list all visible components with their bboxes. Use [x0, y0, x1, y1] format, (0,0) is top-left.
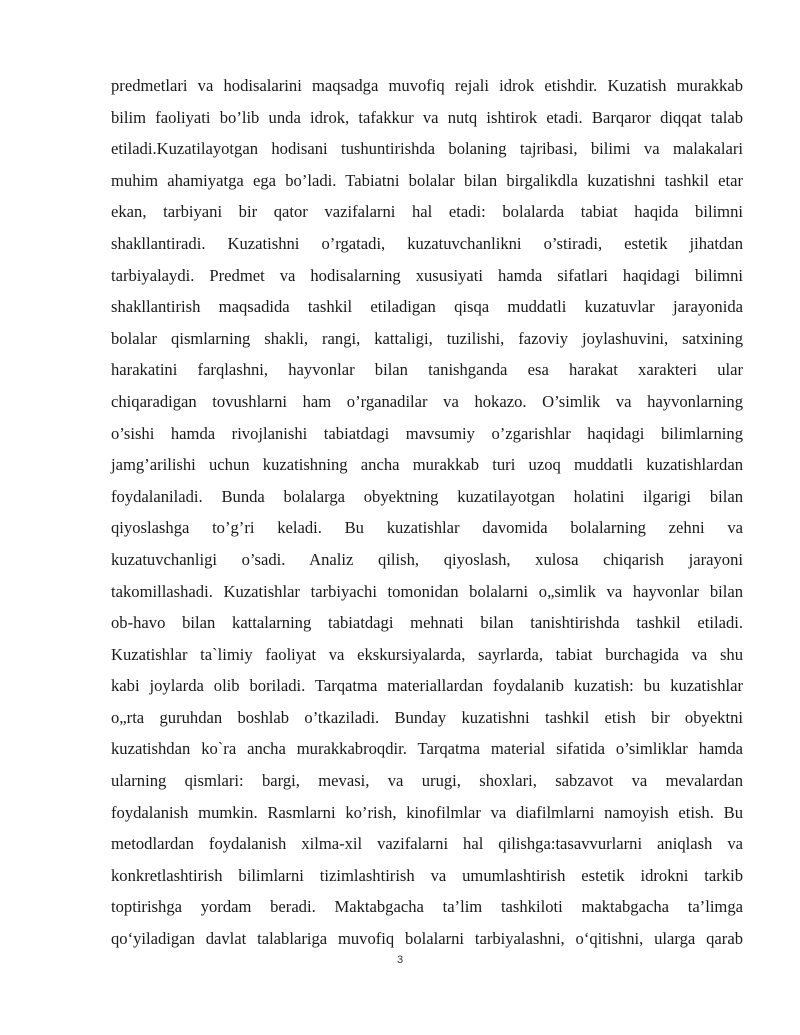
text-line: foydalanish mumkin. Rasmlarni ko’rish, kinofilmlar va diafilmlarni namoyish etish. Bu: [111, 802, 743, 822]
text-line: shakllantirish maqsadida tashkil etiladigan qisqa muddatli kuzatuvlar jarayonida: [111, 297, 743, 317]
text-line: ularning qismlari: bargi, mevasi, va urugi, shoxlari, sabzavot va mevalardan: [111, 771, 743, 791]
text-line: predmetlari va hodisalarini maqsadga muvofiq rejali idrok etishdir. Kuzatish murakkab: [111, 76, 743, 95]
text-line: ekan, tarbiyani bir qator vazifalarni hal etadi: bolalarda tabiat haqida bilimni: [111, 202, 743, 222]
text-line: toptirishga yordam beradi. Maktabgacha ta’lim tashkiloti maktabgacha ta’limga: [111, 897, 743, 917]
text-line: etiladi.Kuzatilayotgan hodisani tushuntirishda bolaning tajribasi, bilimi va malakalari: [111, 139, 743, 159]
text-line: o„rta guruhdan boshlab o’tkaziladi. Bunday kuzatishni tashkil etish bir obyektni: [111, 707, 743, 727]
text-line: bilim faoliyati bo’lib unda idrok, tafakkur va nutq ishtirok etadi. Barqaror diqqat talab: [111, 107, 743, 127]
text-line: shakllantiradi. Kuzatishni o’rgatadi, kuzatuvchanlikni o’stiradi, estetik jihatdan: [111, 233, 743, 253]
text-line: konkretlashtirish bilimlarni tizimlashtirish va umumlashtirish estetik idrokni tarkib: [111, 865, 743, 885]
page-number: 3: [396, 954, 404, 966]
text-line: jamg’arilishi uchun kuzatishning ancha murakkab turi uzoq muddatli kuzatishlardan: [111, 455, 743, 475]
text-line: o’sishi hamda rivojlanishi tabiatdagi mavsumiy o’zgarishlar haqidagi bilimlarning: [111, 423, 743, 443]
text-line: kabi joylarda olib boriladi. Tarqatma materiallardan foydalanib kuzatish: bu kuzatishlar: [111, 676, 743, 696]
text-line: ob-havo bilan kattalarning tabiatdagi mehnati bilan tanishtirishda tashkil etiladi.: [111, 613, 743, 633]
text-line: metodlardan foydalanish xilma-xil vazifalarni hal qilishga:tasavvurlarni aniqlash va: [111, 834, 743, 854]
text-line: takomillashadi. Kuzatishlar tarbiyachi tomonidan bolalarni o„simlik va hayvonlar bilan: [111, 581, 743, 601]
text-line: harakatini farqlashni, hayvonlar bilan tanishganda esa harakat xarakteri ular: [111, 360, 743, 380]
text-line: qiyoslashga to’g’ri keladi. Bu kuzatishlar davomida bolalarning zehni va: [111, 518, 743, 538]
text-line: Kuzatishlar ta`limiy faoliyat va ekskursiyalarda, sayrlarda, tabiat burchagida va shu: [111, 644, 743, 664]
text-line: qo‘yiladigan davlat talablariga muvofiq bolalarni tarbiyalashni, o‘qitishni, ularga qarab: [111, 929, 743, 949]
text-line: foydalaniladi. Bunda bolalarga obyektning kuzatilayotgan holatini ilgarigi bilan: [111, 486, 743, 506]
text-line: chiqaradigan tovushlarni ham o’rganadilar va hokazo. O’simlik va hayvonlarning: [111, 391, 743, 411]
text-line: tarbiyalaydi. Predmet va hodisalarning xususiyati hamda sifatlari haqidagi bilimni: [111, 265, 743, 285]
text-line: kuzatishdan ko`ra ancha murakkabroqdir. Tarqatma material sifatida o’simliklar hamda: [111, 739, 743, 759]
text-line: bolalar qismlarning shakli, rangi, kattaligi, tuzilishi, fazoviy joylashuvini, satxining: [111, 328, 743, 348]
body-text: [111, 70, 743, 955]
text-line: muhim ahamiyatga ega bo’ladi. Tabiatni bolalar bilan birgalikdla kuzatishni tashkil etar: [111, 170, 743, 190]
text-line: kuzatuvchanligi o’sadi. Analiz qilish, qiyoslash, xulosa chiqarish jarayoni: [111, 549, 743, 569]
